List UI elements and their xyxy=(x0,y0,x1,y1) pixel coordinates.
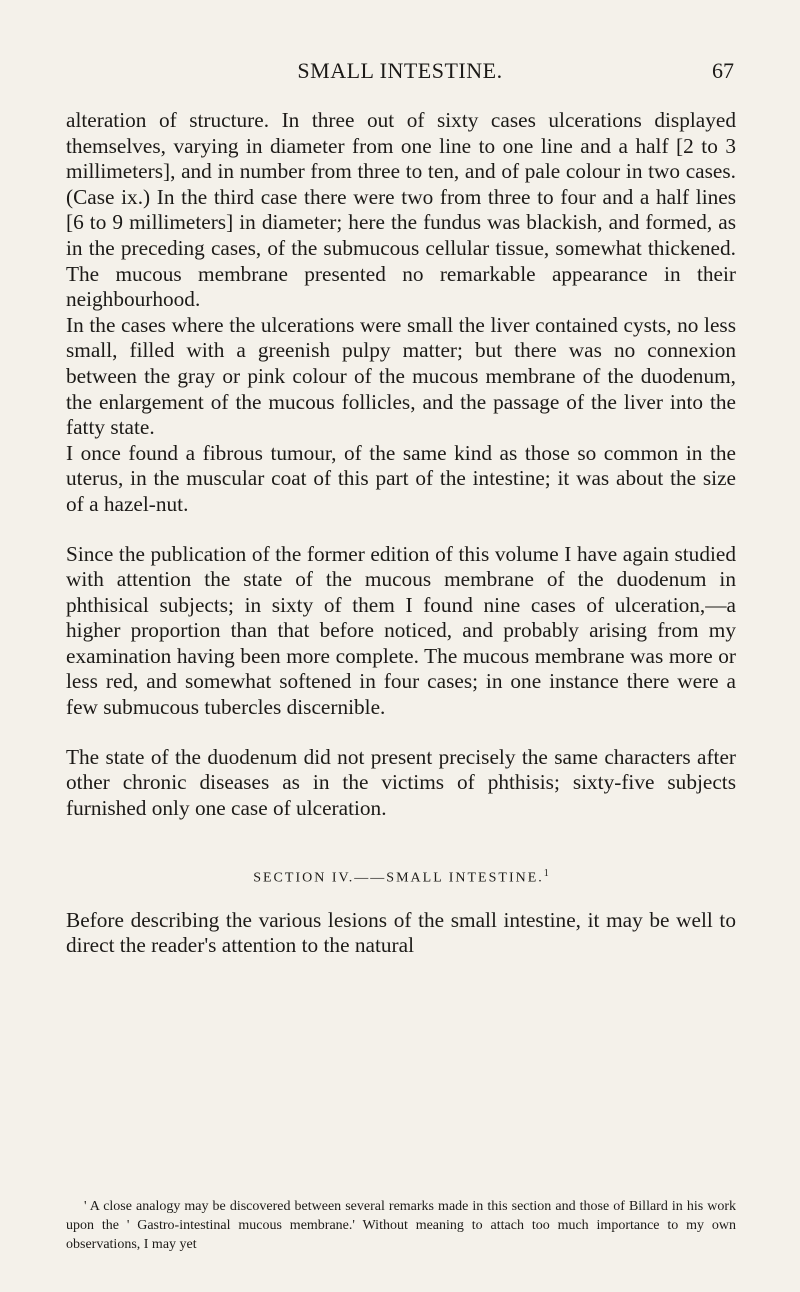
paragraph-3: I once found a fibrous tumour, of the same kind as those so common in the uterus, in the muscular coat of this part of the intestine; it was about the size of a hazel-nut. xyxy=(66,440,736,516)
page-number: 67 xyxy=(712,58,734,83)
paragraph-gap xyxy=(66,518,736,542)
running-head: SMALL INTESTINE. xyxy=(297,58,503,83)
page-header xyxy=(0,58,800,84)
paragraph-5: The state of the duodenum did not present precisely the same characters after other chronic diseases as in the victims of phthisis; sixty-five subjects furnished only one case of ulceration. xyxy=(66,744,736,820)
footnote xyxy=(66,1197,736,1254)
footnote-text: ' A close analogy may be discovered between several remarks made in this section and those of Billard in his work upon the ' Gastro-intestinal mucous membrane.' Without meaning to attach too much importance to my own observations, I may yet xyxy=(66,1199,736,1252)
body-text xyxy=(66,108,736,959)
paragraph-1: alteration of structure. In three out of sixty cases ulcerations displayed themselves, varying in diameter from one line to one line and a half [2 to 3 millimeters], and in number from three to ten, and of pale colour in two cases. (Case ix.) In the third case there were two from three to four and a half lines [6 to 9 millimeters] in diameter; here the fundus was blackish, and formed, as in the preceding cases, of the submucous cellular tissue, somewhat thickened. The mucous membrane presented no remarkable appearance in their neighbourhood. xyxy=(66,108,736,312)
section-heading-text: SECTION IV.——SMALL INTESTINE. xyxy=(253,871,544,887)
paragraph-2: In the cases where the ulcerations were small the liver contained cysts, no less small, filled with a greenish pulpy matter; but there was no connexion between the gray or pink colour of the mucous membrane of the duodenum, the enlargement of the mucous follicles, and the passage of the liver into the fatty state. xyxy=(66,312,736,440)
paragraph-gap xyxy=(66,721,736,745)
footnote-marker: 1 xyxy=(543,868,549,880)
section-paragraph: Before describing the various lesions of the small intestine, it may be well to direct the reader's attention to the natural xyxy=(66,907,736,958)
paragraph-4: Since the publication of the former edition of this volume I have again studied with attention the state of the mucous membrane of the duodenum in phthisical subjects; in sixty of them I found nine cases of ulceration,—a higher proportion than that before noticed, and probably arising from my examination having been more complete. The mucous membrane was more or less red, and somewhat softened in four cases; in one instance there were a few submucous tubercles discernible. xyxy=(66,541,736,720)
section-heading xyxy=(66,861,736,891)
